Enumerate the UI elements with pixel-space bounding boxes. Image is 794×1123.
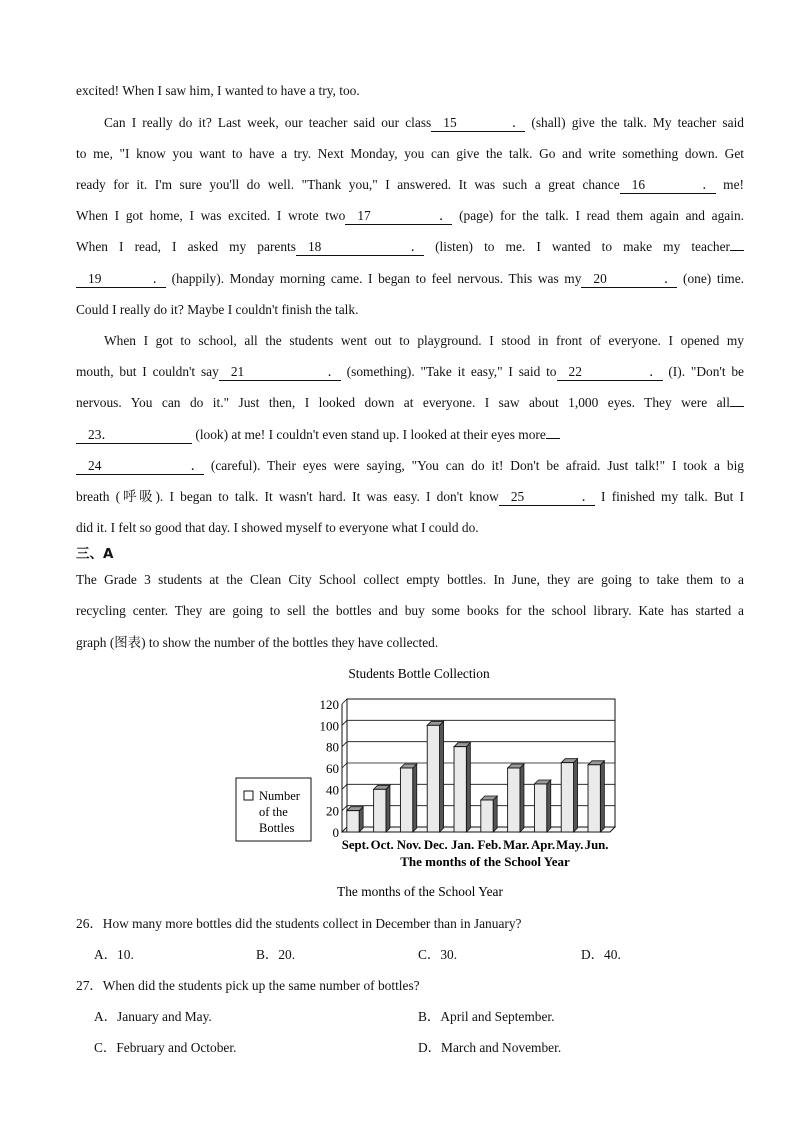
answer-blank-22[interactable]: 22． xyxy=(557,364,663,381)
paragraph-line: Could I really do it? Maybe I couldn't finish the talk. xyxy=(76,302,359,317)
bar xyxy=(534,784,546,832)
question-27-option-a[interactable]: A．January and May. xyxy=(94,1009,212,1024)
plot-area xyxy=(320,697,616,852)
paragraph-line: mouth, but I couldn't say 21． (something). "Take it easy," I said to 22． (I). "Don't be xyxy=(76,364,744,379)
question-27-option-c[interactable]: C．February and October. xyxy=(94,1040,237,1055)
bar-side xyxy=(413,764,417,832)
gridline-side xyxy=(342,742,347,747)
bar-side xyxy=(466,743,470,832)
answer-blank-24[interactable]: 24． xyxy=(76,458,204,475)
paragraph-line: ready for it. I'm sure you'll do well. "Thank you," I answered. It was such a great chance 16． me! xyxy=(76,177,744,192)
answer-blank-19[interactable]: 19． xyxy=(76,271,166,288)
bar-side xyxy=(520,764,524,832)
question-26-option-b[interactable]: B．20. xyxy=(256,947,296,962)
answer-blank-17[interactable]: 17． xyxy=(345,208,452,225)
bar xyxy=(427,725,439,832)
answer-blank-25[interactable]: 25． xyxy=(499,489,595,506)
bar xyxy=(400,768,412,832)
bar-side xyxy=(547,780,551,832)
bar xyxy=(588,765,600,832)
gridline-side xyxy=(342,784,347,789)
bar xyxy=(374,789,386,832)
y-tick-label: 120 xyxy=(319,697,339,712)
paragraph-line: Can I really do it? Last week, our teacher said our class 15． (shall) give the talk. My teacher said xyxy=(104,115,744,130)
answer-blank-15[interactable]: 15． xyxy=(431,115,525,132)
bar-side xyxy=(386,785,390,832)
paragraph-line: When I got home, I was excited. I wrote two 17． (page) for the talk. I read them again and again. xyxy=(76,208,744,223)
y-tick-label: 0 xyxy=(332,825,339,840)
question-26-option-d[interactable]: D．40. xyxy=(581,947,621,962)
y-tick-label: 80 xyxy=(326,739,339,755)
question-26-stem: 26．How many more bottles did the students collect in December than in January? xyxy=(76,916,522,931)
bar-side xyxy=(493,796,497,832)
paragraph-line: excited! When I saw him, I wanted to have a try, too. xyxy=(76,83,360,98)
x-tick-label: Apr. xyxy=(530,838,556,852)
bar-side xyxy=(440,721,444,832)
x-tick-label: May. xyxy=(556,838,584,852)
paragraph-line: did it. I felt so good that day. I showed myself to everyone what I could do. xyxy=(76,520,479,535)
answer-blank-16[interactable]: 16． xyxy=(620,177,716,194)
chart-caption: The months of the School Year xyxy=(337,884,503,899)
y-tick-label: 20 xyxy=(326,803,339,819)
x-tick-label: Jan. xyxy=(451,838,475,852)
bar xyxy=(561,763,573,832)
question-26-option-c[interactable]: C．30. xyxy=(418,947,458,962)
answer-blank-23[interactable]: 23． xyxy=(76,427,192,444)
x-tick-label: Nov. xyxy=(396,838,422,852)
paragraph-line: nervous. You can do it." Just then, I looked down at everyone. I saw about 1,000 eyes. They were all xyxy=(76,393,744,413)
x-tick-label: Dec. xyxy=(423,838,448,852)
x-tick-label: Mar. xyxy=(503,838,530,852)
y-tick-label: 40 xyxy=(326,782,339,798)
paragraph-line: When I got to school, all the students went out to playground. I stood in front of everyone. I opened my xyxy=(104,333,744,348)
bar xyxy=(481,800,493,832)
paragraph-line: 19． (happily). Monday morning came. I began to feel nervous. This was my 20． (one) time. xyxy=(76,269,744,289)
legend-label: Number of the Bottles xyxy=(259,789,300,835)
gridline-side xyxy=(342,763,347,768)
x-tick-label: Sept. xyxy=(341,838,370,852)
paragraph-line: When I read, I asked my parents 18． (listen) to me. I wanted to make my teacher xyxy=(76,237,744,257)
bar-side xyxy=(600,761,604,832)
section-heading: 三、A xyxy=(76,546,114,562)
question-27-stem: 27．When did the students pick up the same number of bottles? xyxy=(76,978,420,993)
chart-title: Students Bottle Collection xyxy=(348,666,490,681)
gridline-side xyxy=(342,806,347,811)
paragraph-line: The Grade 3 students at the Clean City School collect empty bottles. In June, they are going to take them to a xyxy=(76,572,744,587)
x-axis-label: The months of the School Year xyxy=(400,854,570,869)
y-tick-label: 100 xyxy=(319,718,339,734)
answer-blank-18[interactable]: 18． xyxy=(296,239,424,256)
question-26-option-a[interactable]: A．10. xyxy=(94,947,134,962)
bar xyxy=(347,811,359,832)
x-tick-label: Jun. xyxy=(584,838,609,852)
paragraph-line: recycling center. They are going to sell the bottles and buy some books for the school library. Kate has started a xyxy=(76,603,744,618)
bar-side xyxy=(574,759,578,832)
question-27-option-b[interactable]: B．April and September. xyxy=(418,1009,555,1024)
paragraph-line: 23． (look) at me! I couldn't even stand up. I looked at their eyes more xyxy=(76,425,560,445)
legend-swatch xyxy=(244,791,253,800)
x-tick-label: Oct. xyxy=(370,838,394,852)
paragraph-line: graph (图表) to show the number of the bottles they have collected. xyxy=(76,635,439,650)
answer-blank-21[interactable]: 21． xyxy=(219,364,341,381)
x-tick-label: Feb. xyxy=(477,838,502,852)
question-27-option-d[interactable]: D．March and November. xyxy=(418,1040,562,1055)
answer-blank-20[interactable]: 20． xyxy=(581,271,677,288)
y-tick-label: 60 xyxy=(326,761,339,776)
paragraph-line: to me, "I know you want to have a try. Next Monday, you can give the talk. Go and write something down. Get xyxy=(76,146,744,161)
bar xyxy=(454,747,466,832)
paragraph-line: breath (呼吸). I began to talk. It wasn't hard. It was easy. I don't know 25． I finished my talk. But I xyxy=(76,489,744,504)
gridline-side xyxy=(342,720,347,725)
gridline-side xyxy=(342,699,347,704)
bar xyxy=(508,768,520,832)
paragraph-line: 24． (careful). Their eyes were saying, "You can do it! Don't be afraid. Just talk!" I took a big xyxy=(76,456,744,476)
